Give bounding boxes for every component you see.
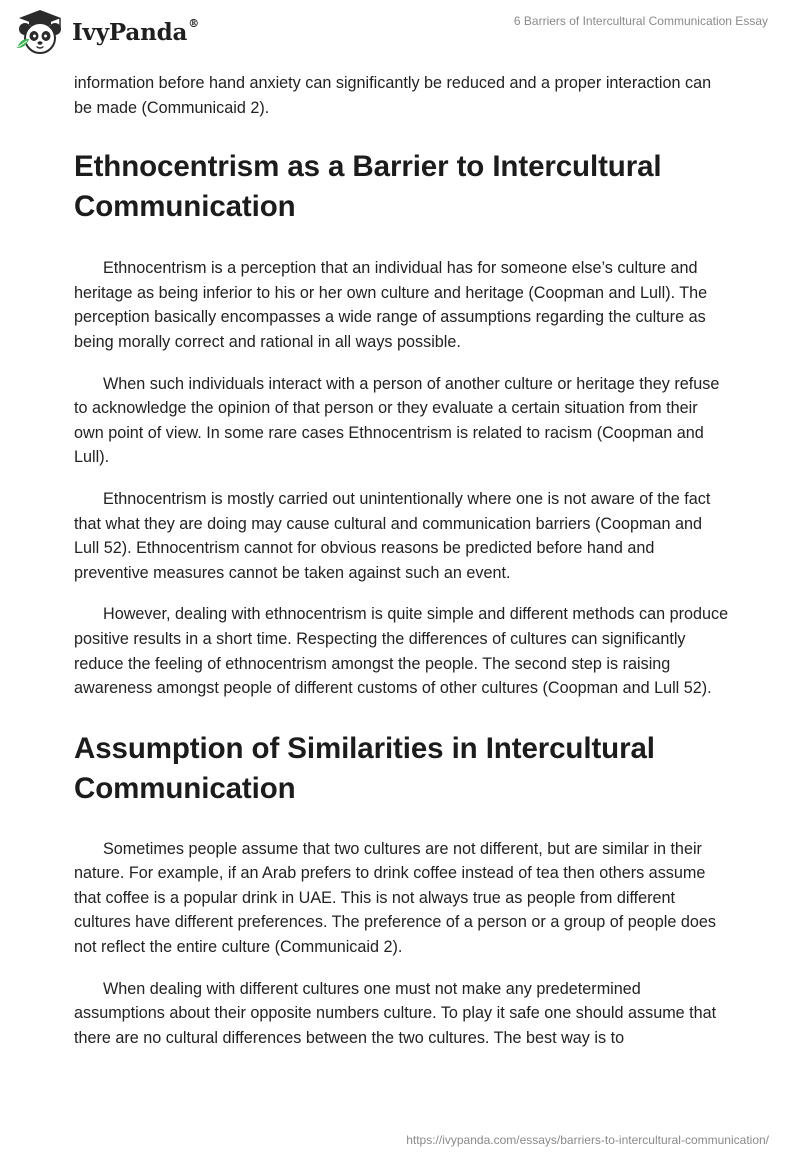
source-url[interactable]: https://ivypanda.com/essays/barriers-to-intercultural-communication/ [406,1133,769,1147]
paragraph: Ethnocentrism is a perception that an individual has for someone else’s culture and heritage as being inferior to his or her own culture and heritage (Coopman and Lull). The perception basically encompasses a wide range of assumptions regarding the culture as being morally correct and rational in all ways possible. [74,259,708,351]
intro-paragraph: information before hand anxiety can significantly be reduced and a proper interaction can be made (Communicaid 2). [74,74,712,117]
paragraph: When dealing with different cultures one must not make any predetermined assumptions about their opposite numbers culture. To play it safe one should assume that there are no cultural differences between the two cultures. The best way is to [74,979,717,1047]
paragraph: When such individuals interact with a person of another culture or heritage they refuse to acknowledge the opinion of that person or they evaluate a certain situation from their own point of view. In some rare cases Ethnocentrism is related to racism (Coopman and Lull). [74,374,720,467]
section-heading-ethnocentrism: Ethnocentrism as a Barrier to Intercultural Communication [74,150,662,224]
brand-logo[interactable] [14,8,199,56]
brand-name: IvyPanda® [72,16,199,46]
essay-content [74,71,730,1067]
page-header [0,0,800,68]
section-heading-assumption: Assumption of Similarities in Intercultural Communication [74,731,655,805]
registered-mark: ® [188,16,199,30]
paragraph: However, dealing with ethnocentrism is quite simple and different methods can produce positive results in a short time. Respecting the differences of cultures can significantly reduce the feeling of ethnocentrism amongst the people. The second step is raising awareness amongst people of different customs of other cultures (Coopman and Lull 52). [74,605,729,698]
document-title: 6 Barriers of Intercultural Communication Essay [513,14,768,28]
paragraph: Ethnocentrism is mostly carried out unintentionally where one is not aware of the fact that what they are doing may cause cultural and communication barriers (Coopman and Lull 52). Ethnocentrism cannot for obvious reasons be predicted before hand and preventive measures cannot be taken against such an event. [74,489,711,582]
paragraph: Sometimes people assume that two cultures are not different, but are similar in their nature. For example, if an Arab prefers to drink coffee instead of tea then others assume that coffee is a popular drink in UAE. This is not always true as people from different cultures have different preferences. The preference of a person or a group of people does not reflect the entire culture (Communicaid 2). [74,839,716,957]
panda-mascot-icon [14,8,66,56]
